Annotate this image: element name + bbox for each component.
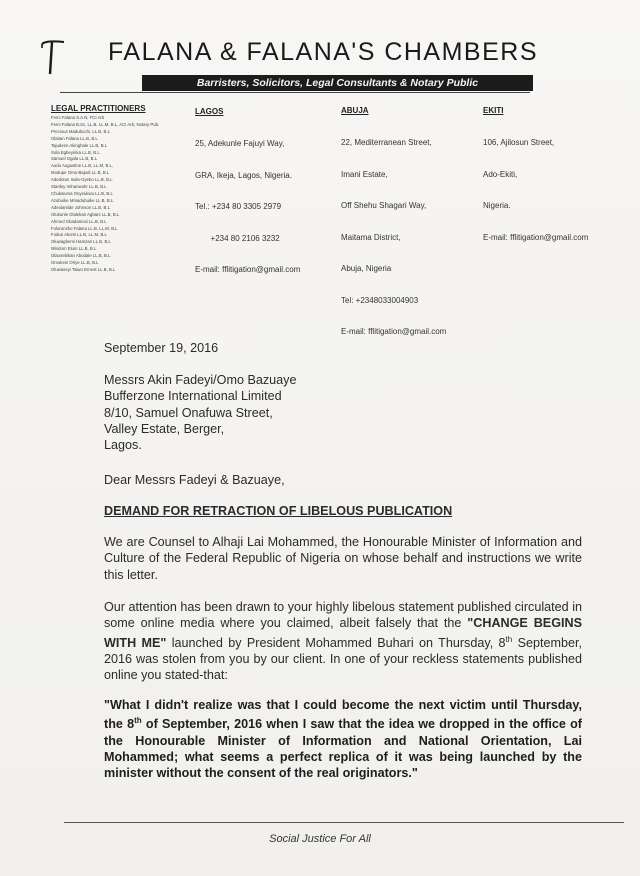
paragraph-text: September, 2016 was stolen from you by our client. In one of your reckless statements published online you stated-that: (104, 635, 582, 683)
practitioners-list (51, 115, 159, 274)
practitioner-name: Adeolamide Johnson LL.B, B.L (51, 204, 111, 210)
office-ekiti-address (483, 117, 588, 264)
firm-name: FALANA & FALANA'S CHAMBERS (108, 38, 539, 66)
office-abuja-heading: ABUJA (341, 106, 369, 115)
practitioners-heading: LEGAL PRACTITIONERS (51, 104, 146, 113)
practitioner-name: Sola Egbeyinka LL.B, B.L (51, 149, 100, 155)
address-line: 22, Mediterranean Street, (341, 138, 432, 147)
recipient-line: Messrs Akin Fadeyi/Omo Bazuaye (104, 373, 297, 387)
quote-text: "What I didn't realize was that I could become the next victim until Thursday, the 8 (104, 698, 582, 732)
paragraph-text: launched by President Mohammed Buhari on Thursday, 8 (166, 635, 506, 650)
paragraph-attention (104, 599, 582, 684)
practitioner-name: Audu Augustine LL.B, LL.M, B.L, (51, 163, 114, 169)
practitioner-name: Olaosebikan Abodale LL.B, B.L (51, 253, 111, 259)
quoted-statement (104, 697, 582, 782)
letter-subject: DEMAND FOR RETRACTION OF LIBELOUS PUBLICATION (104, 504, 453, 518)
address-line: Imani Estate, (341, 169, 388, 179)
campaign-name: "CHANGE BEGINS WITH ME" (104, 616, 582, 650)
address-line: Off Shehu Shagari Way, (341, 201, 427, 210)
footer-divider (64, 822, 624, 823)
paragraph-intro: We are Counsel to Alhaji Lai Mohammed, the Honourable Minister of Information and Culture of the Federal Republic of Nigeria on whose behalf and instructions we write this letter. (104, 535, 582, 582)
letter-date: September 19, 2016 (104, 341, 219, 355)
practitioner-name: Tajudeen Akinghale LL.B, B.L (51, 142, 108, 148)
address-line: Ado-Ekiti, (483, 169, 518, 179)
recipient-line: Lagos. (104, 438, 142, 453)
practitioner-name: Omokeni Oriye LL.B, B.L (51, 260, 99, 266)
office-ekiti-heading: EKITI (483, 106, 504, 115)
practitioner-name: Chukwuma Onyeukwu LL.B, B.L (51, 190, 113, 196)
chambers-logo-icon (40, 38, 66, 76)
ordinal-suffix: th (505, 634, 513, 644)
practitioner-name: Adedotun Isola-Oyebo LL.B, B.L (51, 177, 113, 183)
address-line: Nigeria. (483, 201, 511, 210)
letterhead-divider (60, 92, 530, 93)
address-line: Tel.: +234 80 3305 2979 (195, 202, 282, 211)
address-line: +234 80 2106 3232 (195, 233, 280, 243)
practitioner-name: Stanley Imhanwohr LL.B, B.L (51, 184, 107, 190)
footer-motto: Social Justice For All (269, 833, 371, 845)
practitioner-name: Olaitan Falana LL.B, B.L (51, 135, 98, 141)
address-line: E-mail: fflitigation@gmail.com (483, 232, 589, 242)
practitioner-name: Femi Falana B.Sc, LL.B, LL.M, B.L, ACI Arb, Notary Pub. (51, 121, 160, 127)
salutation: Dear Messrs Fadeyi & Bazuaye, (104, 473, 285, 487)
practitioner-name: Precious Madubuchi, LL.B, B.L (51, 128, 110, 134)
recipient-address (104, 372, 582, 453)
address-line: GRA, Ikeja, Lagos, Nigeria. (195, 170, 292, 180)
firm-tagline: Barristers, Solicitors, Legal Consultants & Notary Public (142, 75, 533, 91)
address-line: E-mail: fflitigation@gmail.com (195, 265, 301, 274)
practitioner-name: Fodun Akomi LL.B, LL.M, B.L (51, 232, 107, 238)
practitioner-name: Folorunsho Falana LL.B, LL.M, B.L (51, 225, 118, 231)
recipient-line: 8/10, Samuel Onafuwa Street, (104, 405, 273, 420)
practitioner-name: Olukunle Olalekan Agbani LL.B, B.L (51, 211, 120, 217)
office-lagos-heading: LAGOS (195, 107, 224, 116)
office-lagos-address (195, 118, 300, 297)
office-abuja-address (341, 117, 446, 359)
practitioner-name: Wisdom Elum LL.B, B.L (51, 246, 97, 252)
paragraph-text: Our attention has been drawn to your highly libelous statement published circulated in some online media where you claimed, albeit falsely that the (104, 600, 582, 631)
recipient-line: Bufferzone International Limited (104, 389, 282, 404)
practitioner-name: Ahmed Gbadamosi LL.B, B.L (51, 218, 107, 224)
address-line: Abuja, Nigeria (341, 264, 392, 273)
practitioner-name: Samuel Ogala LL.B, B.L (51, 156, 98, 162)
quote-text: of September, 2016 when I saw that the idea we dropped in the office of the Honourable Minister of Information and National Orientation, Lai Mohammed; what seems a perfect replica of it was being launched by the minister without the consent of the real originators." (104, 717, 582, 781)
address-line: Maitama District, (341, 232, 401, 242)
address-line: 106, Ajilosun Street, (483, 138, 555, 147)
practitioner-name: Oluwagbemi Hamzan LL.B, B.L (51, 239, 111, 245)
address-line: E-mail: fflitigation@gmail.com (341, 327, 447, 336)
practitioner-name: Femi Falana S.A.N, FCI Arb (51, 115, 105, 120)
practitioner-name: Oluwaseyi Taiwo Ernest LL.B, B.L (51, 266, 116, 272)
address-line: 25, Adekunle Fajuyi Way, (195, 139, 285, 148)
recipient-line: Valley Estate, Berger, (104, 421, 225, 436)
address-line: Tel: +2348033004903 (341, 295, 419, 305)
ordinal-suffix: th (134, 716, 142, 726)
practitioner-name: Azubuike Mmadubuike LL.B, B.L (51, 197, 114, 203)
practitioner-name: Modupe Omo-Bajodi LL.B, B.L (51, 170, 110, 176)
